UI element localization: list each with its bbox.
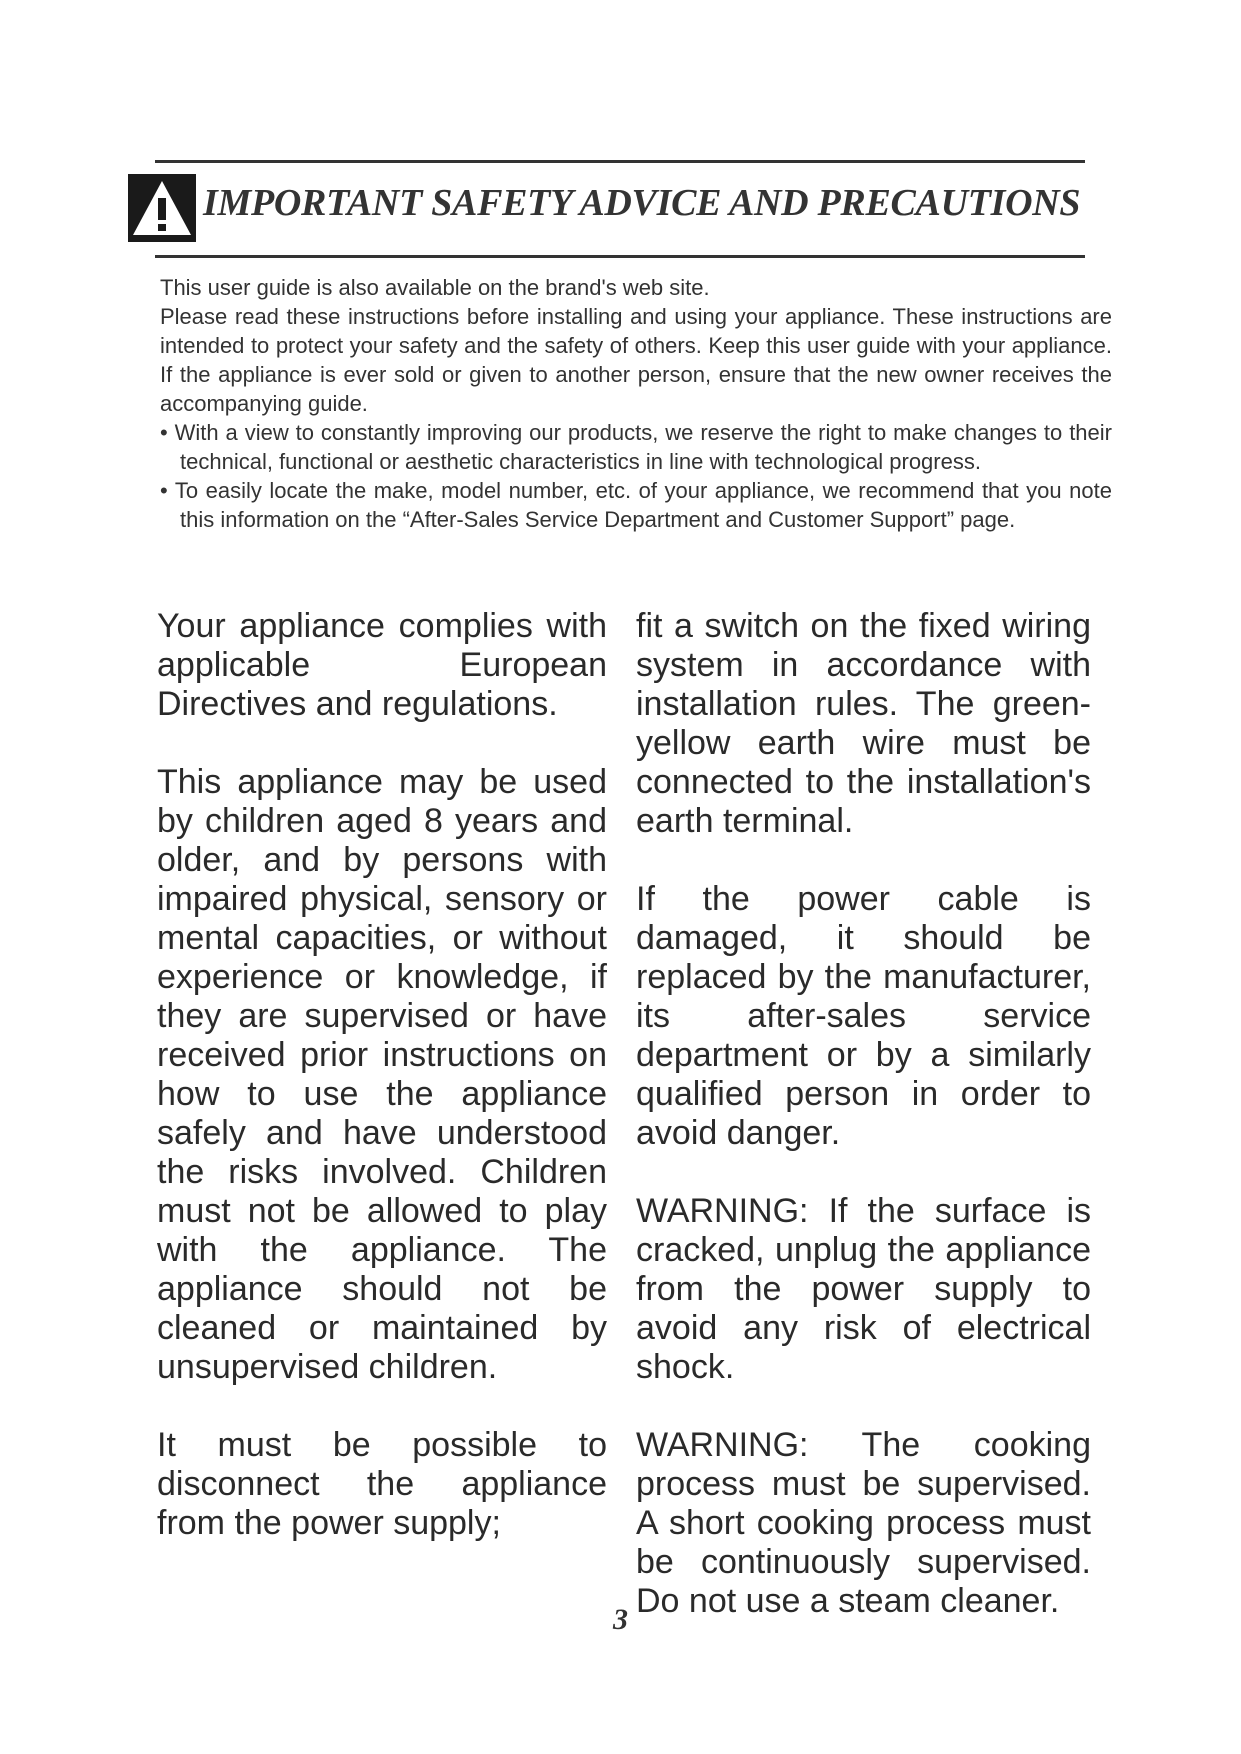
body-paragraph: It must be possible to disconnect the appliance from the power supply; <box>157 1426 607 1542</box>
left-column <box>157 607 607 1543</box>
intro-bullet: • With a view to constantly improving our products, we reserve the right to make changes to their technical, functional or aesthetic characteristics in line with technological progress. <box>160 420 1112 474</box>
warning-triangle-icon <box>128 174 196 242</box>
warning-paragraph: WARNING: The cooking process must be supervised. A short cooking process must be continuously supervised. Do not use a steam cleaner. <box>636 1426 1091 1620</box>
intro-web-note: This user guide is also available on the brand's web site. <box>160 275 710 300</box>
body-paragraph: This appliance may be used by children aged 8 years and older, and by persons with impaired physical, sensory or mental capacities, or without experience or knowledge, if they are supervised or have received prior instructions on how to use the appliance safely and have understood the risks involved. Children must not be allowed to play with the appliance. The appliance should not be cleaned or maintained by unsupervised children. <box>157 763 607 1386</box>
intro-paragraph: Please read these instructions before installing and using your appliance. These instructions are intended to protect your safety and the safety of others. Keep this user guide with your appliance. If the appliance is ever sold or given to another person, ensure that the new owner receives the accompanying guide. <box>160 304 1112 416</box>
intro-bullet: • To easily locate the make, model number, etc. of your appliance, we recommend that you note this information on the “After-Sales Service Department and Customer Support” page. <box>160 478 1112 532</box>
body-paragraph: If the power cable is damaged, it should be replaced by the manufacturer, its after-sales service department or by a similarly qualified person in order to avoid danger. <box>636 880 1091 1152</box>
page-title: IMPORTANT SAFETY ADVICE AND PRECAUTIONS <box>203 182 1081 224</box>
right-column <box>636 607 1091 1621</box>
body-paragraph: fit a switch on the fixed wiring system in accordance with installation rules. The green-yellow earth wire must be connected to the installation's earth terminal. <box>636 607 1091 840</box>
header-top-rule <box>155 160 1085 163</box>
page-number: 3 <box>613 1603 628 1636</box>
body-paragraph: Your appliance complies with applicable European Directives and regulations. <box>157 607 607 723</box>
header-bottom-rule <box>155 255 1085 258</box>
warning-paragraph: WARNING: If the surface is cracked, unplug the appliance from the power supply to avoid any risk of electrical shock. <box>636 1192 1091 1386</box>
intro-section <box>160 273 1112 534</box>
